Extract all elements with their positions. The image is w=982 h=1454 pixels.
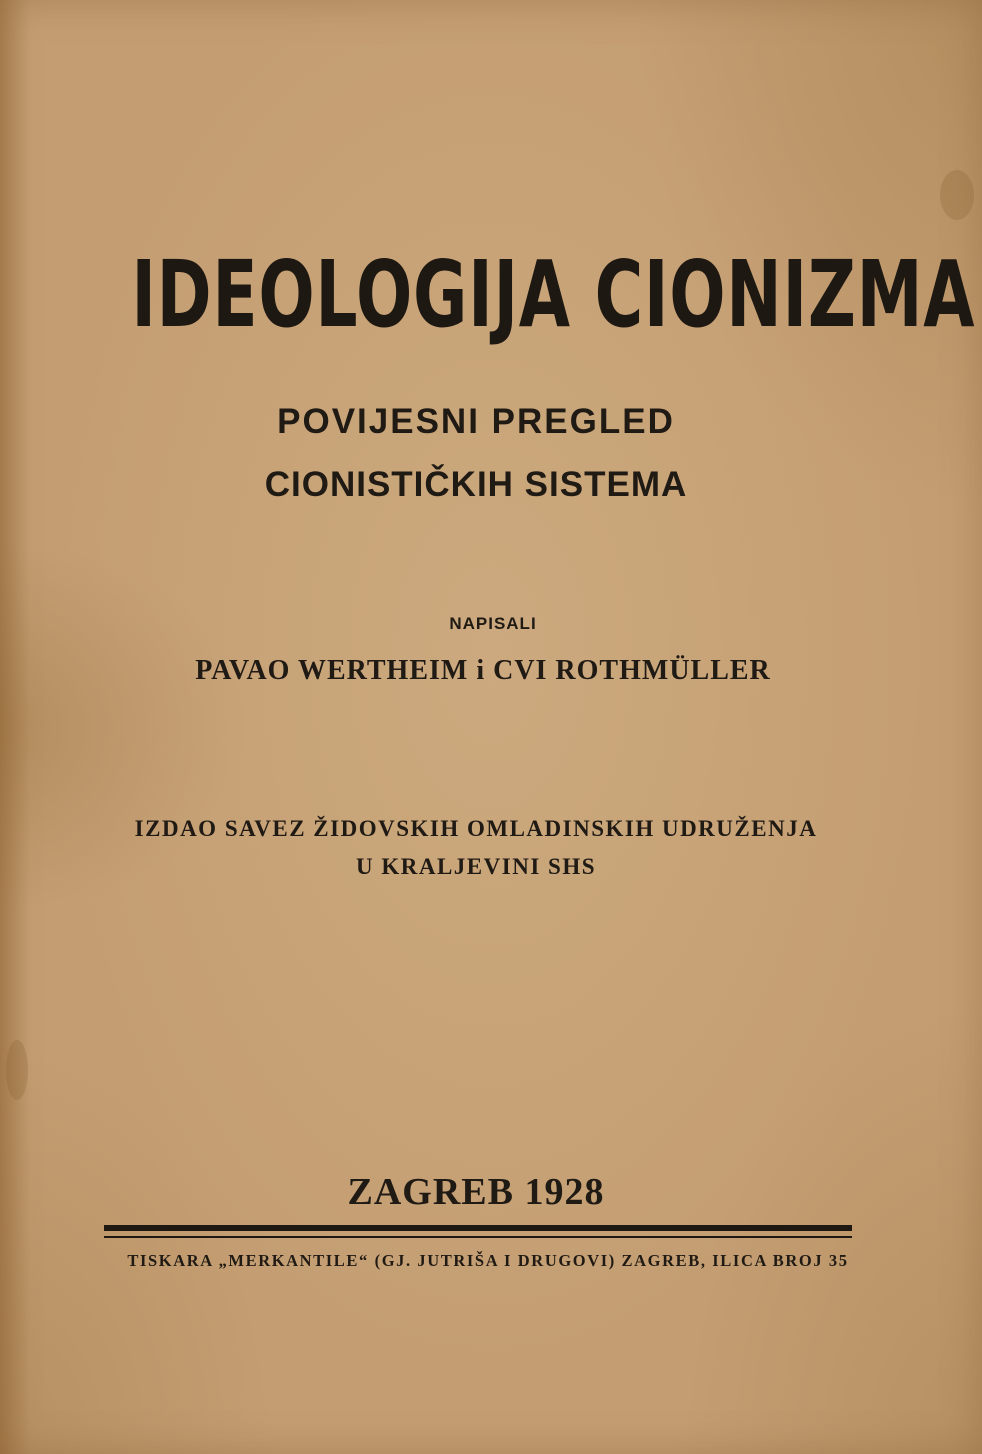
worn-edge <box>0 0 30 1454</box>
paper-stain <box>940 170 974 220</box>
subtitle-line-2: CIONISTIČKIH SISTEMA <box>264 465 688 504</box>
divider-thick <box>104 1225 852 1231</box>
subtitle-line-1: POVIJESNI PREGLED <box>277 402 675 441</box>
place-and-year: ZAGREB 1928 <box>347 1171 605 1213</box>
publisher-line-1: IZDAO SAVEZ ŽIDOVSKIH OMLADINSKIH UDRUŽENJA <box>134 816 818 841</box>
authors-label: NAPISALI <box>449 614 537 633</box>
authors: PAVAO WERTHEIM i CVI ROTHMÜLLER <box>195 655 771 686</box>
printer-imprint: TISKARA „MERKANTILE“ (GJ. JUTRIŠA I DRUGOVI) ZAGREB, ILICA BROJ 35 <box>127 1251 849 1270</box>
divider-thin <box>104 1236 852 1238</box>
publisher-line-2: U KRALJEVINI SHS <box>356 854 596 879</box>
paper-stain <box>6 1040 28 1100</box>
book-title: IDEOLOGIJA CIONIZMA <box>131 241 976 348</box>
